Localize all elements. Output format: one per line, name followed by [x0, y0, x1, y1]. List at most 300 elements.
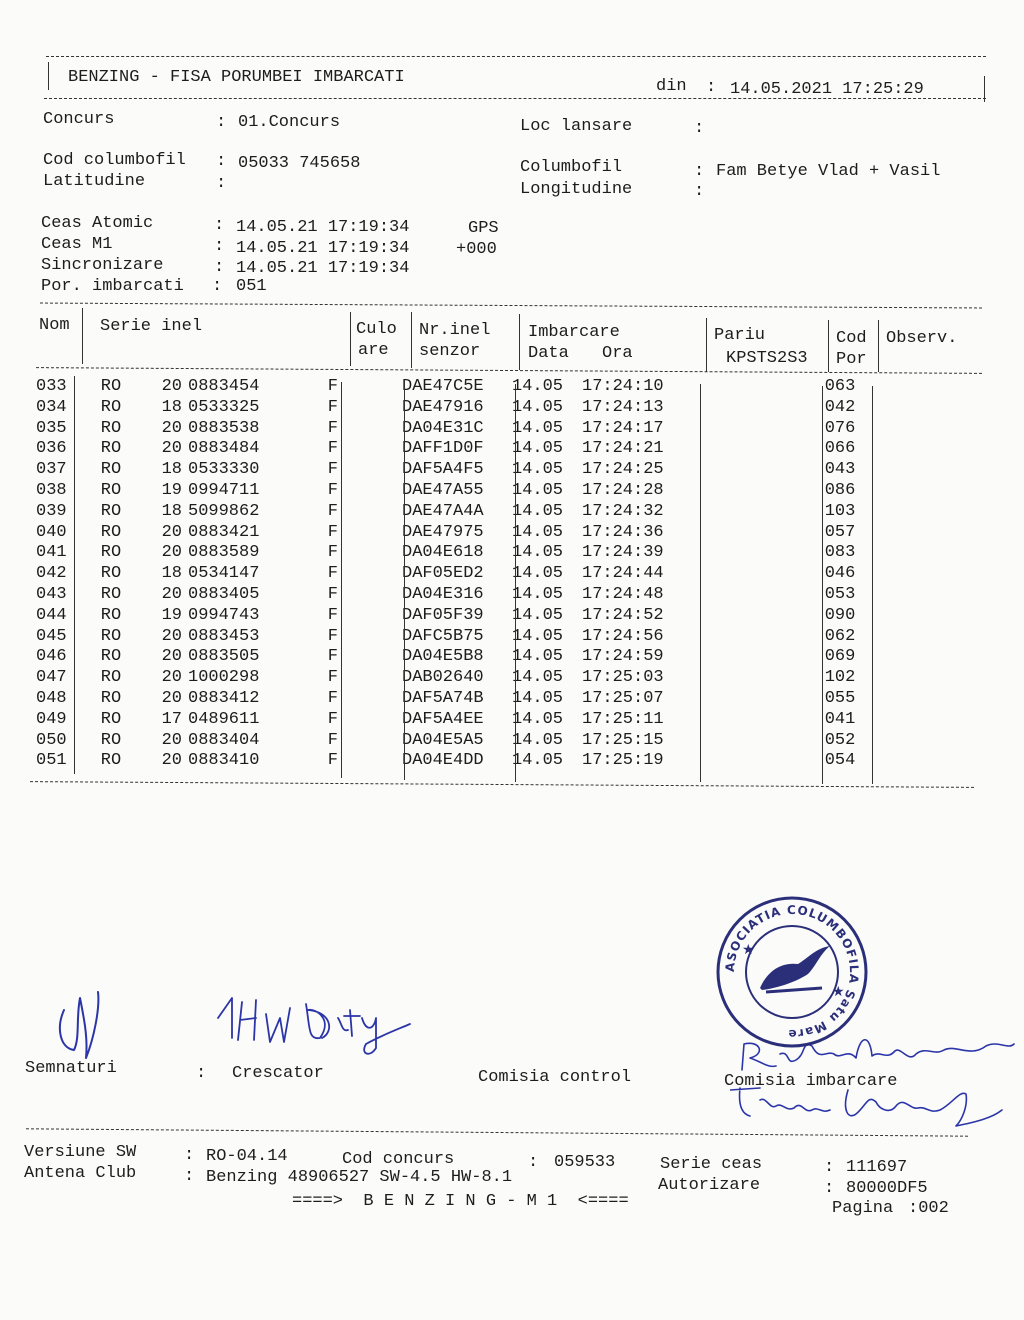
svg-text:★: ★	[742, 942, 755, 958]
col-divider-cod	[878, 320, 879, 372]
row-tara: RO	[100, 564, 122, 584]
row-tara: RO	[100, 688, 122, 708]
row-sex: F	[327, 688, 338, 708]
row-nom: 051	[36, 751, 67, 771]
row-data: 14.05	[512, 709, 564, 729]
row-ora: 17:24:32	[582, 501, 664, 521]
cod-concurs-colon: :	[528, 1153, 539, 1172]
row-culoare	[338, 543, 402, 564]
row-senzor: DAB02640	[402, 668, 484, 688]
row-cod: 086	[824, 480, 856, 500]
row-nom: 044	[36, 605, 67, 625]
imbarcati-label: Por. imbarcati	[41, 277, 184, 296]
row-tara: RO	[100, 626, 122, 646]
row-an: 18	[161, 501, 182, 521]
row-culoare	[338, 585, 402, 606]
row-tara: RO	[100, 709, 122, 729]
antena-label: Antena Club	[24, 1164, 137, 1183]
row-culoare	[338, 751, 402, 772]
row-numar: 0883453	[188, 626, 260, 646]
row-senzor: DAF05ED2	[402, 564, 484, 584]
row-numar: 0489611	[188, 709, 260, 729]
row-pariu	[692, 543, 810, 564]
row-cod: 041	[824, 709, 856, 729]
col-header-culoare: are	[358, 341, 389, 360]
row-senzor: DAE47A4A	[402, 501, 484, 521]
row-tara: RO	[100, 751, 122, 771]
cod-columbofil-colon: :	[216, 152, 227, 171]
svg-text:ASOCIATIA COLUMBOFILA Satu Mar: ASOCIATIA COLUMBOFILA Satu Mare	[722, 902, 862, 1042]
comisia-imbarcare-label: Comisia imbarcare	[724, 1072, 898, 1091]
row-ora: 17:24:48	[582, 584, 664, 604]
row-an: 20	[161, 730, 182, 750]
row-ora: 17:24:44	[582, 564, 664, 584]
row-data: 14.05	[512, 605, 564, 625]
row-nom: 043	[36, 584, 67, 604]
row-numar: 0883538	[188, 418, 260, 438]
row-numar: 0994743	[188, 605, 260, 625]
row-sex: F	[327, 626, 338, 646]
col-header-pariu: Pariu	[714, 326, 766, 345]
cod-columbofil-label: Cod columbofil	[43, 151, 186, 170]
row-culoare	[338, 460, 402, 481]
row-tara: RO	[100, 501, 122, 521]
pigeon-table-body	[36, 377, 870, 772]
row-culoare	[338, 627, 402, 648]
row-cod: 042	[824, 397, 856, 417]
row-nom: 039	[36, 501, 67, 521]
col-divider-imbarcare	[706, 318, 707, 372]
table-row	[36, 606, 870, 627]
semnaturi-colon: :	[196, 1064, 207, 1083]
row-an: 20	[161, 522, 182, 542]
row-culoare	[338, 731, 402, 752]
antena-value: Benzing 48906527 SW-4.5 HW-8.1	[206, 1168, 513, 1187]
row-data: 14.05	[512, 480, 564, 500]
body-divider-pariu	[822, 386, 823, 784]
row-senzor: DAE47975	[402, 522, 484, 542]
table-bottom-rule	[30, 781, 974, 788]
col-header-serie: Serie inel	[100, 317, 203, 336]
row-tara: RO	[100, 460, 122, 480]
row-senzor: DAF5A74B	[402, 688, 484, 708]
row-pariu	[692, 710, 810, 731]
row-numar: 0534147	[188, 564, 260, 584]
row-cod: 057	[824, 522, 856, 542]
signature-crescator	[210, 988, 420, 1058]
row-ora: 17:25:07	[582, 688, 664, 708]
table-row	[36, 377, 870, 398]
col-divider-culoare	[411, 312, 412, 368]
row-culoare	[338, 689, 402, 710]
table-row	[36, 647, 870, 668]
col-divider-serie	[350, 312, 351, 366]
row-nom: 050	[36, 730, 67, 750]
serie-ceas-label: Serie ceas	[660, 1155, 763, 1174]
row-an: 20	[161, 688, 182, 708]
row-senzor: DAF5A4EE	[402, 709, 484, 729]
table-row	[36, 543, 870, 564]
row-culoare	[338, 564, 402, 585]
row-culoare	[338, 377, 402, 398]
longitudine-label: Longitudine	[520, 180, 633, 199]
row-an: 20	[161, 751, 182, 771]
row-data: 14.05	[512, 439, 564, 459]
row-an: 18	[161, 564, 182, 584]
row-senzor: DA04E618	[402, 543, 484, 563]
row-data: 14.05	[512, 688, 564, 708]
pagina-value: :002	[908, 1199, 949, 1218]
row-cod: 055	[824, 688, 856, 708]
row-tara: RO	[100, 522, 122, 542]
row-sex: F	[327, 730, 338, 750]
row-an: 20	[161, 543, 182, 563]
row-an: 20	[161, 418, 182, 438]
versiune-label: Versiune SW	[24, 1143, 137, 1162]
row-nom: 034	[36, 397, 67, 417]
col-header-culo: Culo	[356, 320, 397, 339]
row-data: 14.05	[512, 397, 564, 417]
row-numar: 0883589	[188, 543, 260, 563]
row-cod: 043	[824, 460, 856, 480]
row-an: 20	[161, 584, 182, 604]
row-nom: 035	[36, 418, 67, 438]
row-tara: RO	[100, 480, 122, 500]
row-tara: RO	[100, 397, 122, 417]
ceas-atomic-colon: :	[214, 216, 225, 235]
row-cod: 090	[824, 605, 856, 625]
table-row	[36, 710, 870, 731]
row-sex: F	[327, 605, 338, 625]
row-numar: 0994711	[188, 480, 260, 500]
row-nom: 033	[36, 377, 67, 396]
row-an: 18	[161, 397, 182, 417]
row-cod: 066	[824, 439, 856, 459]
row-ora: 17:24:56	[582, 626, 664, 646]
row-data: 14.05	[512, 501, 564, 521]
ceas-m1-value: 14.05.21 17:19:34	[236, 239, 410, 258]
body-divider-senzor	[515, 384, 516, 782]
row-ora: 17:24:36	[582, 522, 664, 542]
row-sex: F	[327, 709, 338, 729]
row-cod: 076	[824, 418, 856, 438]
body-divider-culoare	[404, 384, 405, 780]
row-numar: 5099862	[188, 501, 260, 521]
row-an: 18	[161, 460, 182, 480]
row-nom: 048	[36, 688, 67, 708]
row-sex: F	[327, 418, 338, 438]
imbarcati-value: 051	[236, 277, 267, 296]
row-numar: 0883505	[188, 647, 260, 667]
serie-ceas-value: 111697	[846, 1158, 908, 1177]
autorizare-value: 80000DF5	[846, 1179, 928, 1198]
row-culoare	[338, 439, 402, 460]
row-an: 19	[161, 605, 182, 625]
row-nom: 047	[36, 668, 67, 688]
row-sex: F	[327, 377, 338, 396]
table-row	[36, 585, 870, 606]
columbofil-label: Columbofil	[520, 158, 623, 177]
cod-columbofil-value: 05033 745658	[238, 154, 361, 173]
row-culoare	[338, 419, 402, 440]
row-pariu	[692, 647, 810, 668]
col-header-kpsts: KPSTS2S3	[726, 349, 808, 368]
row-pariu	[692, 481, 810, 502]
col-header-data: Data	[528, 344, 569, 363]
row-nom: 046	[36, 647, 67, 667]
table-row	[36, 523, 870, 544]
row-data: 14.05	[512, 564, 564, 584]
row-nom: 038	[36, 480, 67, 500]
col-header-imbarcare: Imbarcare	[528, 323, 620, 342]
row-numar: 0883454	[188, 377, 260, 396]
table-row	[36, 439, 870, 460]
row-tara: RO	[100, 584, 122, 604]
row-pariu	[692, 502, 810, 523]
ceas-atomic-value: 14.05.21 17:19:34	[236, 218, 410, 237]
row-numar: 0883484	[188, 439, 260, 459]
row-numar: 0883410	[188, 751, 260, 771]
row-senzor: DAE47C5E	[402, 377, 484, 396]
row-pariu	[692, 398, 810, 419]
table-row	[36, 751, 870, 772]
row-culoare	[338, 398, 402, 419]
row-pariu	[692, 377, 810, 398]
row-nom: 045	[36, 626, 67, 646]
row-tara: RO	[100, 439, 122, 459]
table-row	[36, 398, 870, 419]
serie-ceas-colon: :	[824, 1158, 835, 1177]
row-an: 20	[161, 439, 182, 459]
col-header-nom: Nom	[39, 316, 70, 335]
versiune-colon: :	[184, 1146, 195, 1165]
row-senzor: DAE47A55	[402, 480, 484, 500]
header-top-rule	[46, 56, 986, 57]
table-row	[36, 668, 870, 689]
row-pariu	[692, 668, 810, 689]
table-row	[36, 689, 870, 710]
table-row	[36, 564, 870, 585]
row-an: 20	[161, 377, 182, 396]
row-numar: 1000298	[188, 668, 260, 688]
row-tara: RO	[100, 377, 122, 396]
row-data: 14.05	[512, 730, 564, 750]
row-nom: 040	[36, 522, 67, 542]
columbofil-colon: :	[694, 162, 705, 181]
sincronizare-value: 14.05.21 17:19:34	[236, 259, 410, 278]
row-pariu	[692, 731, 810, 752]
row-sex: F	[327, 751, 338, 771]
row-pariu	[692, 585, 810, 606]
loc-lansare-colon: :	[694, 119, 705, 138]
latitudine-label: Latitudine	[43, 172, 146, 191]
row-nom: 042	[36, 564, 67, 584]
table-row	[36, 502, 870, 523]
row-cod: 063	[824, 377, 856, 396]
row-cod: 062	[824, 626, 856, 646]
row-culoare	[338, 523, 402, 544]
row-sex: F	[327, 543, 338, 563]
row-sex: F	[327, 460, 338, 480]
row-pariu	[692, 627, 810, 648]
row-numar: 0883405	[188, 584, 260, 604]
row-ora: 17:24:25	[582, 460, 664, 480]
row-ora: 17:24:10	[582, 377, 664, 396]
row-sex: F	[327, 522, 338, 542]
table-row	[36, 460, 870, 481]
row-ora: 17:24:21	[582, 439, 664, 459]
row-pariu	[692, 564, 810, 585]
row-sex: F	[327, 501, 338, 521]
col-header-por: Por	[836, 350, 867, 369]
row-numar: 0533330	[188, 460, 260, 480]
row-tara: RO	[100, 668, 122, 688]
longitudine-colon: :	[694, 182, 705, 201]
semnaturi-label: Semnaturi	[25, 1059, 117, 1078]
row-pariu	[692, 606, 810, 627]
col-header-senzor: senzor	[419, 342, 481, 361]
print-datetime: 14.05.2021 17:25:29	[730, 80, 924, 99]
benzing-banner: ====> B E N Z I N G - M 1 <====	[292, 1192, 629, 1211]
row-ora: 17:24:39	[582, 543, 664, 563]
club-stamp	[712, 892, 872, 1052]
row-an: 20	[161, 626, 182, 646]
body-divider-cod	[872, 386, 873, 784]
row-culoare	[338, 606, 402, 627]
body-divider-imbarcare	[700, 384, 701, 782]
row-pariu	[692, 419, 810, 440]
row-senzor: DA04E5B8	[402, 647, 484, 667]
table-row	[36, 627, 870, 648]
row-data: 14.05	[512, 460, 564, 480]
antena-colon: :	[184, 1167, 195, 1186]
svg-text:★: ★	[832, 984, 845, 1000]
row-pariu	[692, 689, 810, 710]
comisia-control-label: Comisia control	[478, 1068, 632, 1087]
row-numar: 0883404	[188, 730, 260, 750]
table-row	[36, 731, 870, 752]
concurs-colon: :	[216, 113, 227, 132]
ceas-m1-offset: +000	[456, 240, 497, 259]
row-ora: 17:24:13	[582, 397, 664, 417]
header-left-border	[48, 62, 49, 90]
header-bottom-rule	[44, 98, 986, 99]
row-senzor: DA04E5A5	[402, 730, 484, 750]
row-nom: 037	[36, 460, 67, 480]
pagina-label: Pagina	[832, 1199, 894, 1218]
row-tara: RO	[100, 605, 122, 625]
col-header-observ: Observ.	[886, 329, 958, 348]
row-culoare	[338, 502, 402, 523]
row-nom: 036	[36, 439, 67, 459]
row-cod: 046	[824, 564, 856, 584]
cod-concurs-label: Cod concurs	[342, 1150, 455, 1169]
row-cod: 053	[824, 584, 856, 604]
row-data: 14.05	[512, 418, 564, 438]
col-header-cod: Cod	[836, 329, 867, 348]
row-culoare	[338, 647, 402, 668]
row-senzor: DAFC5B75	[402, 626, 484, 646]
row-cod: 083	[824, 543, 856, 563]
row-ora: 17:24:59	[582, 647, 664, 667]
row-data: 14.05	[512, 584, 564, 604]
row-cod: 069	[824, 647, 856, 667]
row-an: 17	[161, 709, 182, 729]
row-an: 20	[161, 647, 182, 667]
autorizare-label: Autorizare	[658, 1176, 761, 1195]
imbarcati-colon: :	[212, 277, 223, 296]
row-sex: F	[327, 439, 338, 459]
row-nom: 041	[36, 543, 67, 563]
table-row	[36, 481, 870, 502]
row-pariu	[692, 460, 810, 481]
signature-scribble-left	[50, 988, 110, 1068]
row-pariu	[692, 439, 810, 460]
row-numar: 0883421	[188, 522, 260, 542]
body-divider-nom	[74, 376, 75, 774]
row-data: 14.05	[512, 626, 564, 646]
row-ora: 17:25:19	[582, 751, 664, 771]
col-header-nrinel: Nr.inel	[419, 321, 491, 340]
row-pariu	[692, 751, 810, 772]
document-title: BENZING - FISA PORUMBEI IMBARCATI	[68, 68, 405, 87]
row-pariu	[692, 523, 810, 544]
loc-lansare-label: Loc lansare	[520, 117, 633, 136]
row-cod: 103	[824, 501, 856, 521]
row-sex: F	[327, 584, 338, 604]
row-tara: RO	[100, 647, 122, 667]
row-numar: 0883412	[188, 688, 260, 708]
row-cod: 102	[824, 668, 856, 688]
row-ora: 17:25:15	[582, 730, 664, 750]
versiune-value: RO-04.14	[206, 1147, 288, 1166]
col-header-ora: Ora	[602, 344, 633, 363]
date-colon: :	[706, 78, 717, 97]
ceas-m1-label: Ceas M1	[41, 235, 113, 254]
row-senzor: DAF05F39	[402, 605, 484, 625]
row-ora: 17:25:11	[582, 709, 664, 729]
row-data: 14.05	[512, 377, 564, 396]
row-senzor: DAE47916	[402, 397, 484, 417]
row-sex: F	[327, 668, 338, 688]
row-numar: 0533325	[188, 397, 260, 417]
row-senzor: DAFF1D0F	[402, 439, 484, 459]
col-divider-nom	[82, 308, 83, 364]
row-ora: 17:25:03	[582, 668, 664, 688]
sincronizare-colon: :	[214, 258, 225, 277]
row-data: 14.05	[512, 668, 564, 688]
row-senzor: DA04E316	[402, 584, 484, 604]
pigeon-table	[36, 377, 870, 772]
row-cod: 052	[824, 730, 856, 750]
row-ora: 17:24:28	[582, 480, 664, 500]
date-label: din	[656, 77, 687, 96]
concurs-value: 01.Concurs	[238, 113, 341, 132]
row-culoare	[338, 710, 402, 731]
columbofil-value: Fam Betye Vlad + Vasil	[716, 162, 941, 181]
latitudine-colon: :	[216, 174, 227, 193]
row-an: 20	[161, 668, 182, 688]
concurs-label: Concurs	[43, 110, 115, 129]
row-cod: 054	[824, 751, 856, 771]
row-culoare	[338, 481, 402, 502]
row-data: 14.05	[512, 751, 564, 771]
row-sex: F	[327, 647, 338, 667]
crescator-label: Crescator	[232, 1064, 324, 1083]
row-senzor: DAF5A4F5	[402, 460, 484, 480]
row-an: 19	[161, 480, 182, 500]
row-ora: 17:24:52	[582, 605, 664, 625]
